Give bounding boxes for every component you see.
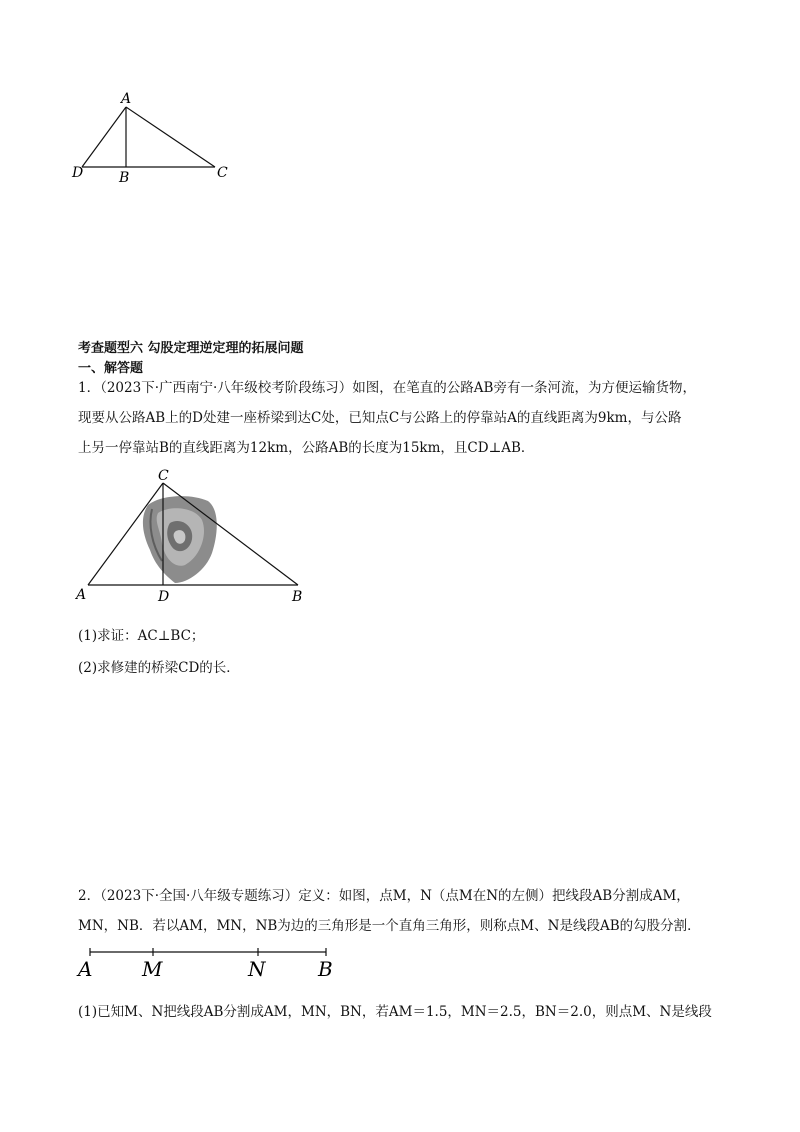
label-m: M [142, 957, 163, 981]
question-2-line-2: MN，NB．若以AM，MN，NB为边的三角形是一个直角三角形，则称点M、N是线段AB的勾股分割． [78, 918, 701, 934]
label-a: A [76, 587, 87, 603]
question-1 [78, 373, 728, 463]
label-a: A [78, 957, 93, 981]
label-n: N [248, 957, 266, 981]
segment-figure [72, 942, 352, 982]
question-1-line-2: 现要从公路AB上的D处建一座桥梁到达C处，已知点C与公路上的停靠站A的直线距离为9km，与公路 [78, 410, 682, 426]
label-c: C [158, 468, 169, 484]
label-b: B [292, 589, 303, 605]
label-b: B [119, 170, 130, 186]
question-1-line-3: 上另一停靠站B的直线距离为12km，公路AB的长度为15km，且CD⊥AB． [78, 440, 535, 456]
label-b: B [318, 957, 333, 981]
river-triangle-figure [70, 465, 320, 615]
label-d: D [158, 589, 170, 605]
question-2 [78, 881, 728, 941]
segment-da [82, 107, 126, 167]
question-1-part-2: (2)求修建的桥梁CD的长． [78, 660, 240, 676]
triangle-figure-top [60, 90, 260, 190]
river-image [143, 496, 217, 583]
question-2-line-1: 2．（2023下·全国·八年级专题练习）定义：如图，点M，N（点M在N的左侧）把线段AB分割成AM， [78, 888, 690, 904]
question-2-part-1: (1)已知M、N把线段AB分割成AM，MN，BN，若AM＝1.5，MN＝2.5，BN＝2.0，则点M、N是线段 [78, 1004, 712, 1020]
segment-ac [126, 107, 215, 167]
question-1-line-1: 1．（2023下·广西南宁·八年级校考阶段练习）如图，在笔直的公路AB旁有一条河流，为方便运输货物， [78, 380, 696, 396]
label-d: D [72, 165, 84, 181]
label-a: A [121, 91, 132, 107]
question-1-part-1: (1)求证：AC⊥BC； [78, 628, 205, 644]
label-c: C [217, 165, 228, 181]
section-subtitle: 一、解答题 [78, 361, 144, 376]
section-title: 考查题型六 勾股定理逆定理的拓展问题 [78, 341, 304, 356]
